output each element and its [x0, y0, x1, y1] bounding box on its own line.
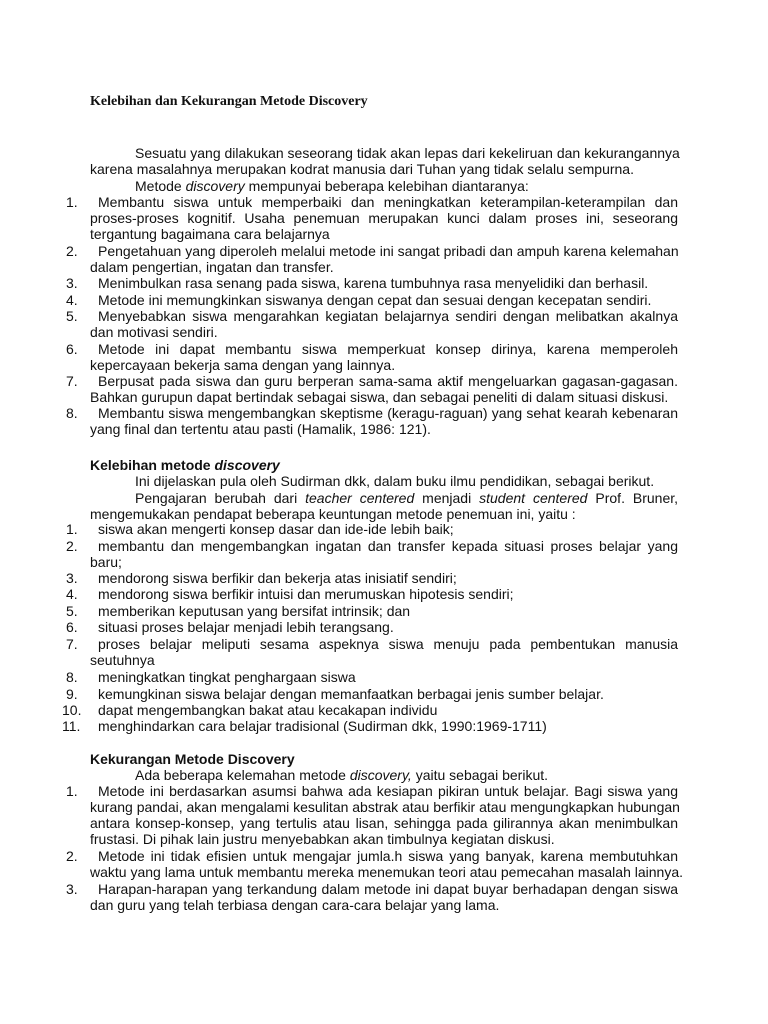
- disadvantage-item-1-line-2: [90, 799, 678, 815]
- benefit-item-3: [66, 570, 678, 586]
- list-number: 4.: [66, 292, 78, 308]
- list-item-text: mendorong siswa berfikir intuisi dan merumuskan hipotesis sendiri;: [98, 586, 514, 602]
- list-item-text: membantu dan mengembangkan ingatan dan transfer kepada situasi proses belajar yang: [98, 538, 678, 554]
- intro-line-3: Metode discovery mempunyai beberapa kelebihan diantaranya:: [135, 178, 529, 194]
- list-number: 5.: [66, 603, 78, 619]
- advantage-item-2-line-2: [90, 259, 678, 275]
- list-number: 2.: [66, 243, 78, 259]
- intro-line-2: karena masalahnya merupakan kodrat manusia dari Tuhan yang tidak selalu sempurna.: [90, 161, 634, 177]
- advantage-item-8-line-2: [90, 421, 678, 437]
- list-item-text: dan motivasi sendiri.: [90, 324, 218, 340]
- advantage-item-5: [66, 308, 678, 324]
- section-heading-kekurangan: Kekurangan Metode Discovery: [90, 751, 295, 767]
- benefit-item-4: [66, 586, 678, 602]
- advantage-item-5-line-2: [90, 324, 678, 340]
- list-item-text: seutuhnya: [90, 652, 155, 668]
- list-item-text: situasi proses belajar menjadi lebih terangsang.: [98, 619, 394, 635]
- disadvantage-item-1-line-3: [90, 815, 678, 831]
- advantage-item-4: [66, 292, 678, 308]
- advantage-item-8: [66, 405, 678, 421]
- benefit-item-6: [66, 619, 678, 635]
- list-number: 8.: [66, 669, 78, 685]
- list-item-text: antara konsep-konsep, yang tertulis atau lisan, sehingga pada gilirannya akan menimbulkan: [90, 815, 678, 831]
- list-item-text: meningkatkan tingkat penghargaan siswa: [98, 669, 356, 685]
- benefit-item-9: [66, 686, 678, 702]
- disadvantage-item-2-line-2: [90, 864, 683, 880]
- list-item-text: Pengetahuan yang diperoleh melalui metode ini sangat pribadi dan ampuh karena kelemahan: [98, 243, 679, 259]
- benefit-item-10: [62, 702, 678, 718]
- advantage-item-1-line-2: [90, 210, 678, 226]
- advantage-item-2: [66, 243, 679, 259]
- list-item-text: dalam pengertian, ingatan dan transfer.: [90, 259, 334, 275]
- list-item-text: tergantung bagaimana cara belajarnya: [90, 226, 330, 242]
- disadvantage-item-1-line-4: [90, 831, 678, 847]
- list-number: 5.: [66, 308, 78, 324]
- benefit-item-8: [66, 669, 678, 685]
- section3-paragraph-1: Ada beberapa kelemahan metode discovery, yaitu sebagai berikut.: [135, 767, 549, 783]
- section2-paragraph-1: Ini dijelaskan pula oleh Sudirman dkk, dalam buku ilmu pendidikan, sebagai berikut.: [135, 473, 655, 489]
- section2-paragraph-2: Pengajaran berubah dari teacher centered menjadi student centered Prof. Bruner,: [135, 490, 679, 506]
- benefit-item-2-line-2: [90, 554, 678, 570]
- list-number: 8.: [66, 405, 78, 421]
- benefit-item-7-line-2: [90, 652, 678, 668]
- list-number: 10.: [62, 702, 82, 718]
- advantage-item-6: [66, 341, 678, 357]
- list-number: 7.: [66, 636, 78, 652]
- list-item-text: Membantu siswa untuk memperbaiki dan meningkatkan keterampilan-keterampilan dan: [98, 194, 678, 210]
- list-item-text: siswa akan mengerti konsep dasar dan ide-ide lebih baik;: [98, 521, 454, 537]
- list-number: 4.: [66, 586, 78, 602]
- list-number: 1.: [66, 521, 78, 537]
- list-item-text: Metode ini berdasarkan asumsi bahwa ada kesiapan pikiran untuk belajar. Bagi siswa yang: [98, 783, 678, 799]
- list-number: 6.: [66, 619, 78, 635]
- list-item-text: dan guru yang telah terbiasa dengan cara-cara belajar yang lama.: [90, 897, 500, 913]
- list-item-text: kurang pandai, akan mengalami kesulitan abstrak atau berfikir atau mengungkapkan hubungan: [90, 799, 680, 815]
- list-item-text: memberikan keputusan yang bersifat intrinsik; dan: [98, 603, 411, 619]
- advantage-item-7: [66, 373, 678, 389]
- benefit-item-11: [62, 718, 678, 734]
- advantage-item-3: [66, 275, 678, 291]
- list-item-text: Membantu siswa mengembangkan skeptisme (keragu-raguan) yang sehat kearah kebenaran: [98, 405, 678, 421]
- list-item-text: proses belajar meliputi sesama aspeknya siswa menuju pada pembentukan manusia: [98, 636, 678, 652]
- disadvantage-item-1: [66, 783, 678, 799]
- list-number: 7.: [66, 373, 78, 389]
- list-number: 3.: [66, 881, 78, 897]
- list-item-text: baru;: [90, 554, 122, 570]
- list-item-text: yang final dan tertentu atau pasti (Hamalik, 1986: 121).: [90, 421, 431, 437]
- list-number: 6.: [66, 341, 78, 357]
- list-item-text: mendorong siswa berfikir dan bekerja atas inisiatif sendiri;: [98, 570, 457, 586]
- list-item-text: Menimbulkan rasa senang pada siswa, karena tumbuhnya rasa menyelidiki dan berhasil.: [98, 275, 649, 291]
- section-heading-kelebihan: Kelebihan metode discovery: [90, 457, 280, 473]
- list-item-text: Bahkan gurupun dapat bertindak sebagai siswa, dan sebagai peneliti di dalam situasi diskusi.: [90, 389, 669, 405]
- list-number: 2.: [66, 848, 78, 864]
- list-item-text: Berpusat pada siswa dan guru berperan sama-sama aktif mengeluarkan gagasan-gagasan.: [98, 373, 678, 389]
- list-number: 9.: [66, 686, 78, 702]
- list-item-text: kepercayaan bekerja sama dengan yang lainnya.: [90, 357, 396, 373]
- disadvantage-item-3: [66, 881, 678, 897]
- advantage-item-1-line-3: [90, 226, 678, 242]
- list-number: 3.: [66, 275, 78, 291]
- list-number: 1.: [66, 783, 78, 799]
- list-item-text: Metode ini memungkinkan siswanya dengan cepat dan sesuai dengan kecepatan sendiri.: [98, 292, 652, 308]
- advantage-item-7-line-2: [90, 389, 678, 405]
- list-item-text: dapat mengembangkan bakat atau kecakapan individu: [98, 702, 438, 718]
- list-item-text: proses-proses kognitif. Usaha penemuan merupakan kunci dalam proses ini, seseorang: [90, 210, 678, 226]
- list-item-text: Harapan-harapan yang terkandung dalam metode ini dapat buyar berhadapan dengan siswa: [98, 881, 678, 897]
- intro-line-1: Sesuatu yang dilakukan seseorang tidak akan lepas dari kekeliruan dan kekurangannya: [135, 145, 680, 161]
- list-number: 1.: [66, 194, 78, 210]
- advantage-item-6-line-2: [90, 357, 678, 373]
- benefit-item-5: [66, 603, 678, 619]
- benefit-item-2: [66, 538, 678, 554]
- advantage-item-1: [66, 194, 678, 210]
- list-item-text: Metode ini dapat membantu siswa memperkuat konsep dirinya, karena memperoleh: [98, 341, 678, 357]
- list-item-text: Menyebabkan siswa mengarahkan kegiatan belajarnya sendiri dengan melibatkan akalnya: [98, 308, 678, 324]
- section2-paragraph-2-line-2: mengemukakan pendapat beberapa keuntungan metode penemuan ini, yaitu :: [90, 506, 576, 522]
- list-item-text: Metode ini tidak efisien untuk mengajar jumla.h siswa yang banyak, karena membutuhkan: [98, 848, 678, 864]
- document-title: Kelebihan dan Kekurangan Metode Discovery: [90, 94, 368, 109]
- benefit-item-7: [66, 636, 678, 652]
- list-item-text: waktu yang lama untuk membantu mereka menemukan teori atau pemecahan masalah lainnya.: [90, 864, 683, 880]
- list-number: 3.: [66, 570, 78, 586]
- list-item-text: frustasi. Di pihak lain justru menyebabkan akan timbulnya kegiatan diskusi.: [90, 831, 555, 847]
- disadvantage-item-2: [66, 848, 678, 864]
- list-number: 11.: [62, 718, 81, 734]
- disadvantage-item-3-line-2: [90, 897, 678, 913]
- list-item-text: menghindarkan cara belajar tradisional (Sudirman dkk, 1990:1969-1711): [98, 718, 547, 734]
- list-number: 2.: [66, 538, 78, 554]
- benefit-item-1: [66, 521, 678, 537]
- list-item-text: kemungkinan siswa belajar dengan memanfaatkan berbagai jenis sumber belajar.: [98, 686, 604, 702]
